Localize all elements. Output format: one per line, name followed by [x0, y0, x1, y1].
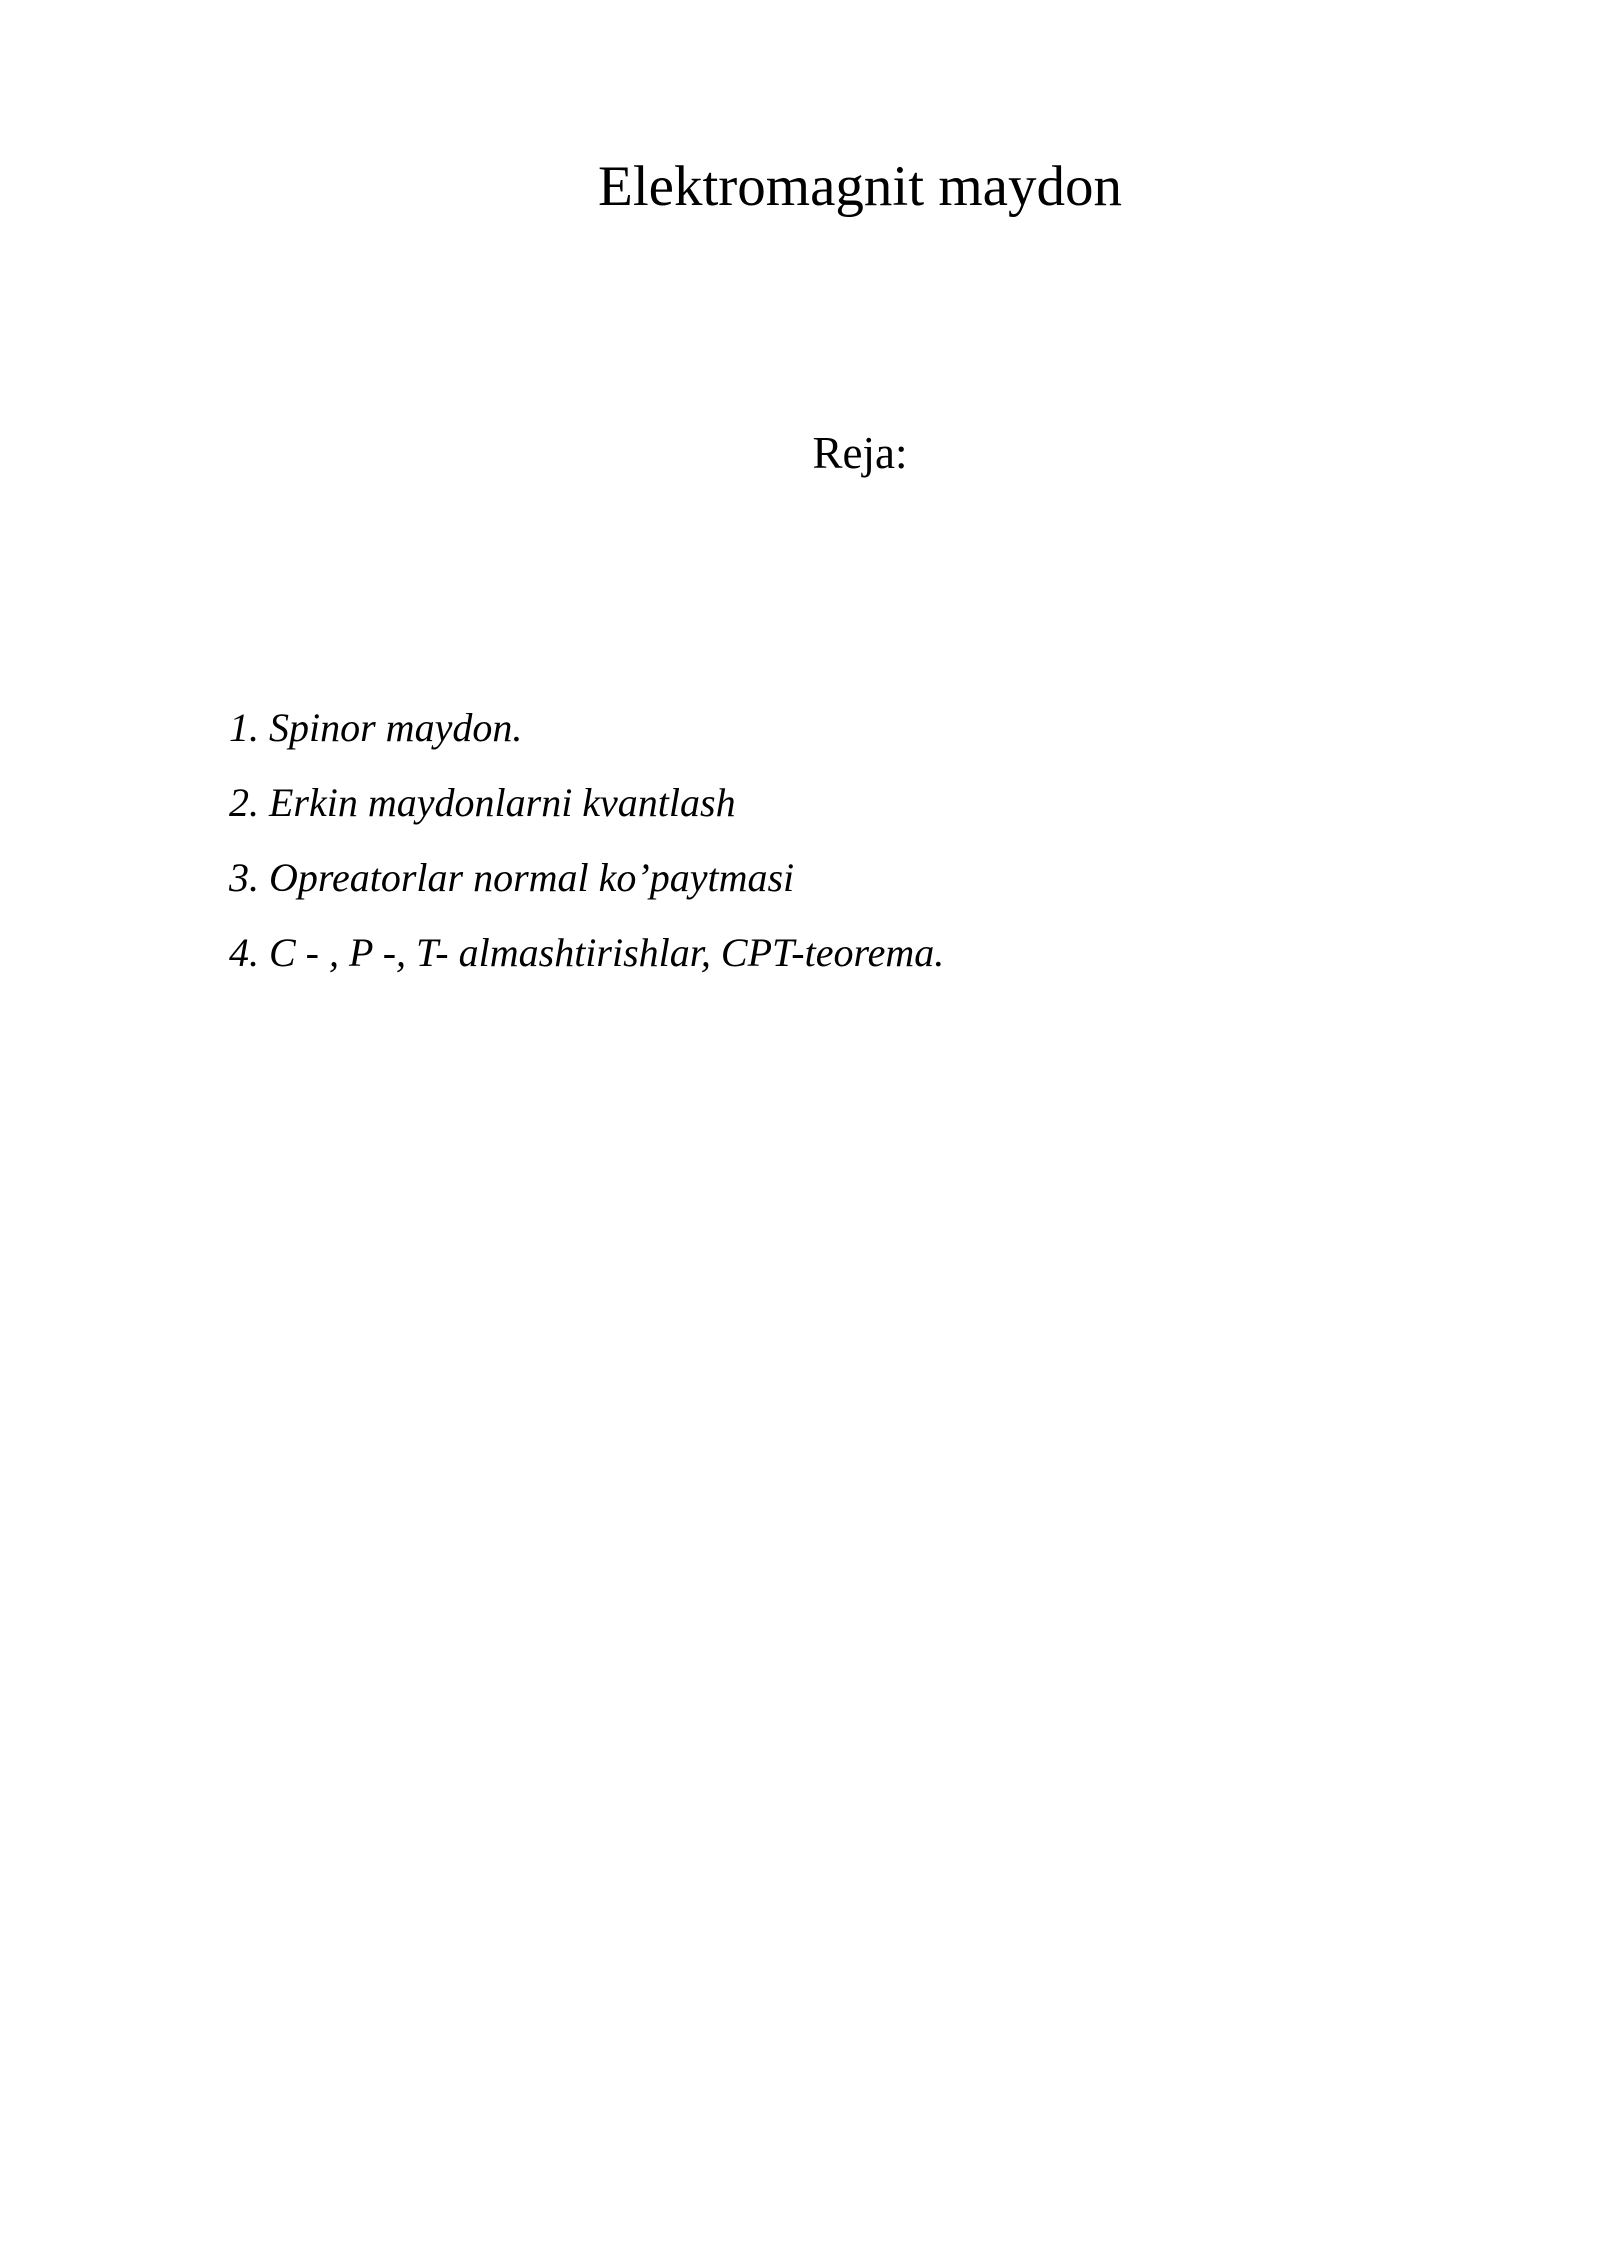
list-item: 1. Spinor maydon.: [229, 705, 523, 750]
list-item: 3. Opreatorlar normal ko’paytmasi: [229, 855, 795, 900]
list-item: 2. Erkin maydonlarni kvantlash: [229, 780, 736, 825]
plan-list: [229, 690, 944, 990]
page-title: Elektromagnit maydon: [598, 155, 1122, 218]
plan-heading: Reja:: [812, 428, 908, 478]
list-item: 4. C - , P -, T- almashtirishlar, CPT-teorema.: [229, 930, 945, 975]
